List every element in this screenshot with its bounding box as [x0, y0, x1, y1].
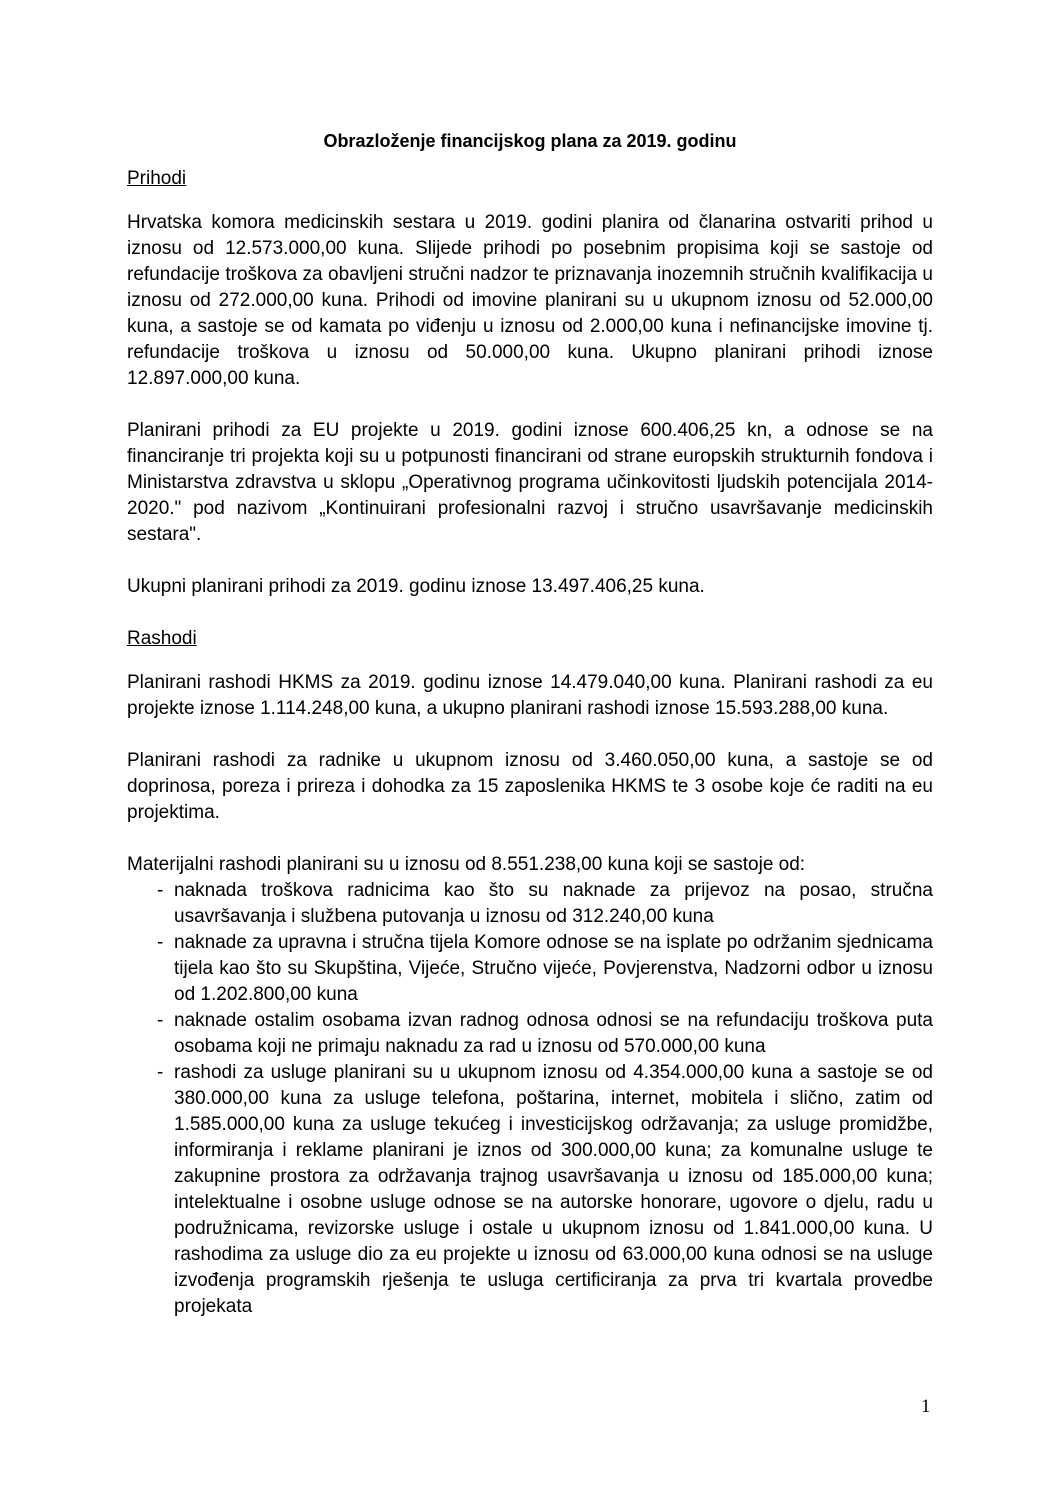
list-dash-marker: - [157, 932, 164, 953]
rashodi-paragraph-2: Planirani rashodi za radnike u ukupnom iznosu od 3.460.050,00 kuna, a sastoje se od doprinosa, poreza i prireza i dohodka za 15 zaposlenika HKMS te 3 osobe koje će raditi na eu projektima. [127, 750, 933, 823]
material-expenses-list [127, 878, 933, 1320]
list-item-text: naknada troškova radnicima kao što su naknade za prijevoz na posao, stručna usavršavanja i službena putovanja u iznosu od 312.240,00 kuna [174, 880, 933, 927]
list-item [127, 930, 933, 1008]
rashodi-paragraph-1: Planirani rashodi HKMS za 2019. godinu iznose 14.479.040,00 kuna. Planirani rashodi za eu projekte iznose 1.114.248,00 kuna, a ukupno planirani rashodi iznose 15.593.288,00 kuna. [127, 672, 933, 719]
list-dash-marker: - [157, 880, 164, 901]
section-heading-rashodi: Rashodi [127, 628, 197, 649]
page-number: 1 [921, 1396, 931, 1417]
list-item [127, 1060, 933, 1320]
list-item-text: rashodi za usluge planirani su u ukupnom iznosu od 4.354.000,00 kuna a sastoje se od 380.000,00 kuna za usluge telefona, poštarina, internet, mobitela i slično, zatim od 1.585.000,00 kuna za usluge tekućeg i investicijskog održavanja; za usluge promidžbe, informiranja i reklame planirani je iznos od 300.000,00 kuna; za komunalne usluge te zakupnine prostora za održavanja trajnog usavršavanja u iznosu od 185.000,00 kuna; intelektualne i osobne usluge odnose se na autorske honorare, ugovore o djelu, radu u podružnicama, revizorske usluge i ostale u ukupnom iznosu od 1.841.000,00 kuna. U rashodima za usluge dio za eu projekte u iznosu od 63.000,00 kuna odnosi se na usluge izvođenja programskih rješenja te usluga certificiranja za prva tri kvartala provedbe projekata [174, 1062, 933, 1317]
document-page [127, 128, 933, 1320]
document-title: Obrazloženje financijskog plana za 2019. godinu [323, 131, 737, 151]
list-dash-marker: - [157, 1062, 164, 1083]
list-item-text: naknade za upravna i stručna tijela Komore odnose se na isplate po održanim sjednicama tijela kao što su Skupština, Vijeće, Stručno vijeće, Povjerenstva, Nadzorni odbor u iznosu od 1.202.800,00 kuna [174, 932, 933, 1005]
prihodi-paragraph-2: Planirani prihodi za EU projekte u 2019. godini iznose 600.406,25 kn, a odnose se na financiranje tri projekta koji su u potpunosti financirani od strane europskih strukturnih fondova i Ministarstva zdravstva u sklopu „Operativnog programa učinkovitosti ljudskih potencijala 2014- 2020." pod nazivom „Kontinuirani profesionalni razvoj i stručno usavršavanje medicinskih sestara". [127, 420, 933, 545]
section-heading-prihodi: Prihodi [127, 168, 187, 189]
rashodi-paragraph-3: Materijalni rashodi planirani su u iznosu od 8.551.238,00 kuna koji se sastoje od: [127, 854, 806, 875]
list-item [127, 878, 933, 930]
prihodi-paragraph-1: Hrvatska komora medicinskih sestara u 2019. godini planira od članarina ostvariti prihod u iznosu od 12.573.000,00 kuna. Slijede prihodi po posebnim propisima koji se sastoje od refundacije troškova za obavljeni stručni nadzor te priznavanja inozemnih stručnih kvalifikacija u iznosu od 272.000,00 kuna. Prihodi od imovine planirani su u ukupnom iznosu od 52.000,00 kuna, a sastoje se od kamata po viđenju u iznosu od 2.000,00 kuna i nefinancijske imovine tj. refundacije troškova u iznosu od 50.000,00 kuna. Ukupno planirani prihodi iznose 12.897.000,00 kuna. [127, 212, 933, 389]
prihodi-paragraph-3: Ukupni planirani prihodi za 2019. godinu iznose 13.497.406,25 kuna. [127, 576, 705, 597]
list-item-text: naknade ostalim osobama izvan radnog odnosa odnosi se na refundaciju troškova puta osobama koji ne primaju naknadu za rad u iznosu od 570.000,00 kuna [174, 1010, 933, 1057]
list-item [127, 1008, 933, 1060]
list-dash-marker: - [157, 1010, 164, 1031]
